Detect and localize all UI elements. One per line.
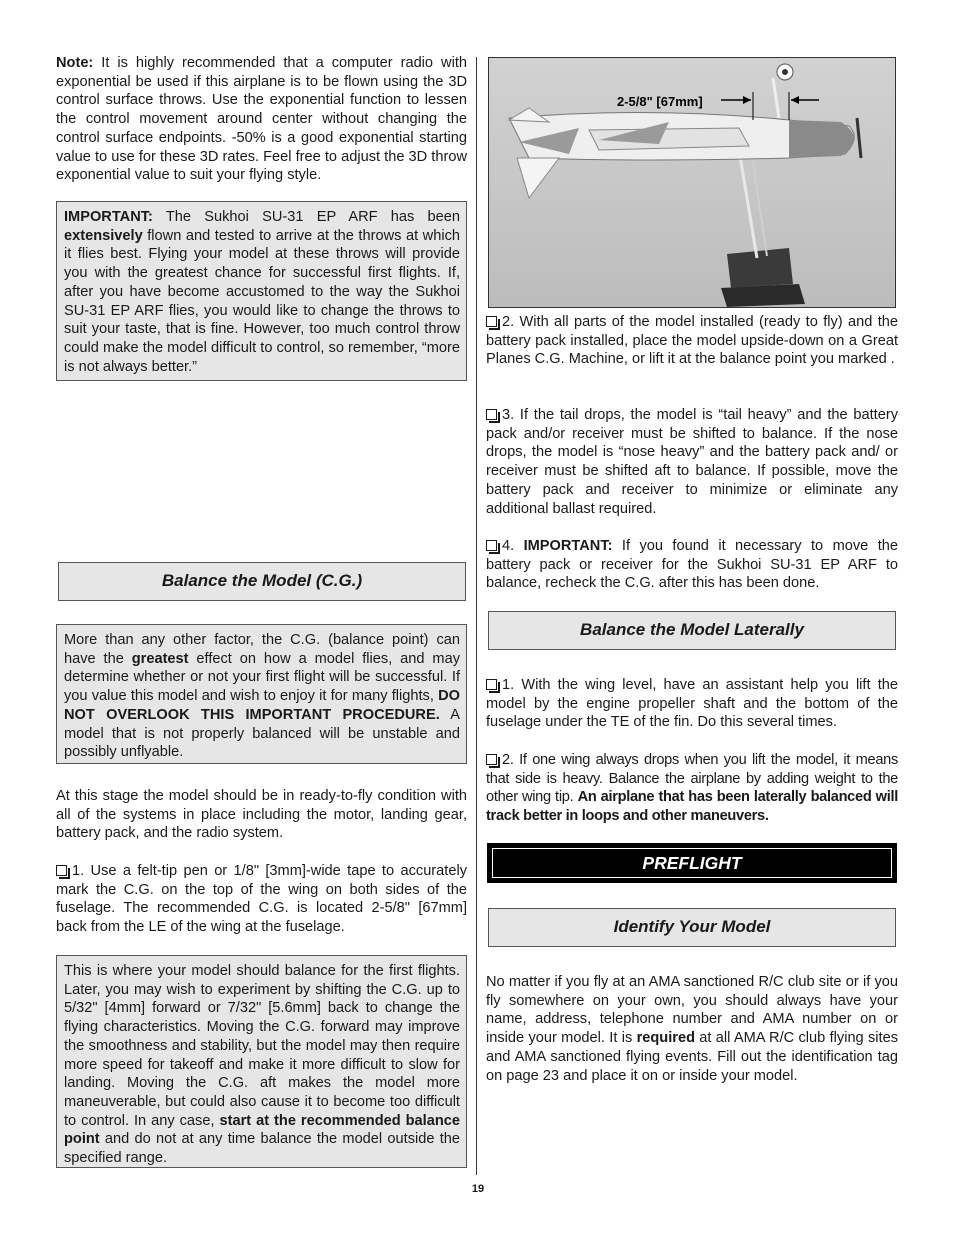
step-3: 3. If the tail drops, the model is “tail heavy” and the battery pack and/or receiver must be shifted to balance. If the nose drops, the model is “nose heavy” and the battery pack and/ or receiver must be shifted aft to balance. If possible, move the battery pack and receiver to minimize or eliminate any additional ballast required. [486,407,898,517]
preflight-heading: PREFLIGHT [487,843,897,883]
step-2: 2. With all parts of the model installed (ready to fly) and the battery pack installed, place the model upside-down on a Great Planes C.G. Machine, or lift it at the balance point you marked . [486,314,898,368]
balance-note-box: This is where your model should balance for the first flights. Later, you may wish to experiment by shifting the C.G. up to 5/32" [4mm] forward or 7/32" [5.6mm] back to change the flying characteristics. Moving the C.G. forward may improve the smoothness and stability, but the model may then require more speed for takeoff and make it more difficult to slow for landing. Moving the C.G. aft makes the model more maneuverable, but could also cause it to become too difficult to control. In any case, start at the recommended balance point and do not at any time balance the model outside the specified range. [56,955,467,1168]
lateral-step-2: 2. If one wing always drops when you lift the model, it means that side is heavy. Balance the airplane by adding weight to the other wing tip. An airplane that has been laterally balanced will track better in loops and other maneuvers. [486,752,898,825]
cg-box: More than any other factor, the C.G. (balance point) can have the greatest effect on how a model flies, and may determine whether or not your first flight will be successful. If you value this model and wish to enjoy it for many flights, DO NOT OVERLOOK THIS IMPORTANT PROCEDURE. A model that is not properly balanced will be unstable and possibly unflyable. [56,624,467,764]
checkbox-icon[interactable] [56,865,67,876]
cg-machine-photo [488,57,896,308]
step-4: 4. IMPORTANT: If you found it necessary to move the battery pack or receiver for the Sukhoi SU-31 EP ARF to balance, recheck the C.G. after this has been done. [486,538,898,592]
checkbox-icon[interactable] [486,316,497,327]
checkbox-icon[interactable] [486,409,497,420]
lateral-heading: Balance the Model Laterally [488,611,896,650]
checkbox-icon[interactable] [486,754,497,765]
identify-paragraph: No matter if you fly at an AMA sanctioned R/C club site or if you fly somewhere on your own, you should always have your name, address, telephone number and AMA number on or inside your model. It is required at all AMA R/C club flying sites and AMA sanctioned flying events. Fill out the identification tag on page 23 and place it on or inside your model. [486,974,899,1084]
column-divider [476,57,477,1175]
checkbox-icon[interactable] [486,540,497,551]
photo-measure-label: 2-5/8" [67mm] [617,94,703,109]
step-1: 1. Use a felt-tip pen or 1/8" [3mm]-wide tape to accurately mark the C.G. on the top of the wing on both sides of the fuselage. The recommended C.G. is located 2-5/8" [67mm] back from the LE of the wing at the fuselage. [56,863,467,936]
note-paragraph: Note: It is highly recommended that a computer radio with exponential be used if this airplane is to be flown using the 3D control surface throws. Use the exponential function to lessen the control movement around center without changing the control surface endpoints. -50% is a good exponential starting value to use for these 3D rates. Feel free to adjust the 3D throw exponential value to suit your flying style. [56,55,467,184]
balance-heading: Balance the Model (C.G.) [58,562,466,601]
checkbox-icon[interactable] [486,679,497,690]
page-number: 19 [471,1183,485,1195]
stage-paragraph: At this stage the model should be in ready-to-fly condition with all of the systems in place including the motor, landing gear, battery pack, and the radio system. [56,788,467,842]
important-box: IMPORTANT: The Sukhoi SU-31 EP ARF has been extensively flown and tested to arrive at the throws at which it flies best. Flying your model at these throws will provide you with the greatest chance for successful first flights. If, after you have become accustomed to the way the Sukhoi SU-31 EP ARF flies, you would like to change the throws to suit your taste, that is fine. However, too much control throw could make the model difficult to control, so remember, “more is not always better.” [56,201,467,381]
identify-heading: Identify Your Model [488,908,896,947]
lateral-step-1: 1. With the wing level, have an assistant help you lift the model by the engine propeller shaft and the bottom of the fuselage under the TE of the fin. Do this several times. [486,677,898,731]
